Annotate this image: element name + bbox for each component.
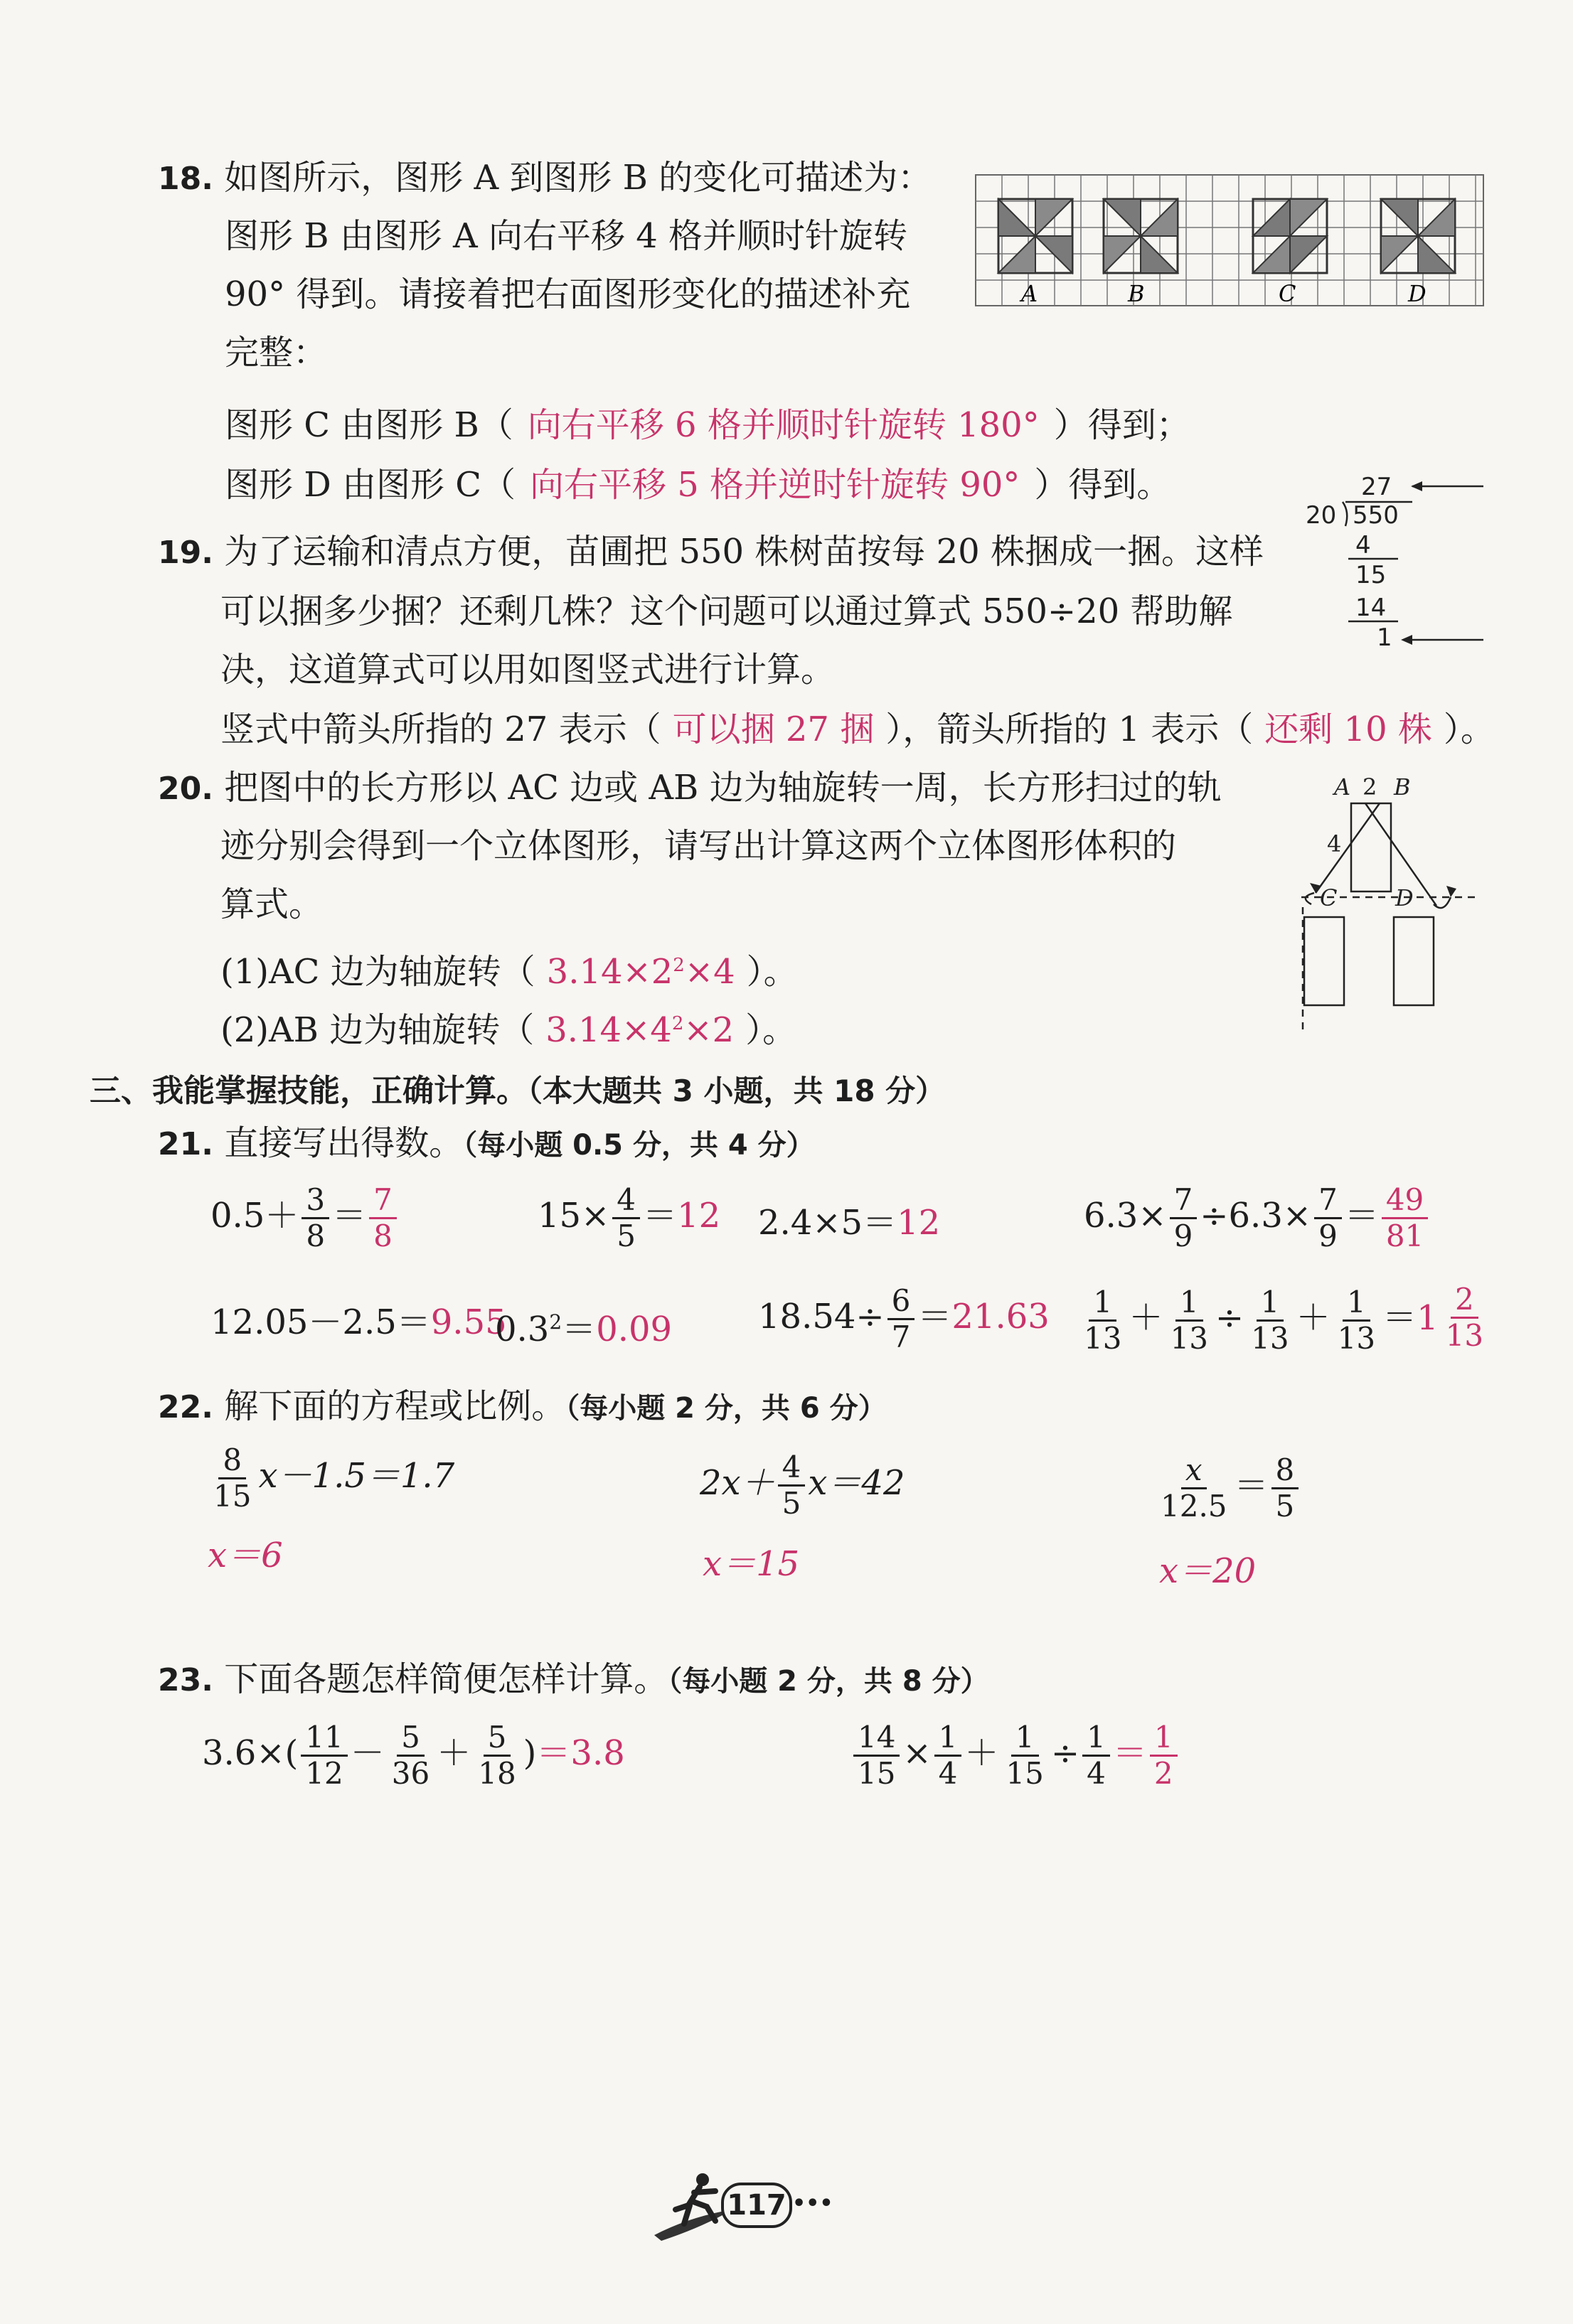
q20-part1-answer xyxy=(547,952,735,992)
q21-e1-eq: ＝ xyxy=(332,1196,367,1236)
q20-part2-answer xyxy=(545,1010,734,1050)
q18-line4: 完整： xyxy=(225,333,328,373)
q23-p2-ad: 2 xyxy=(1153,1756,1173,1791)
fig-rotate-left xyxy=(1306,893,1314,904)
q20-part2 xyxy=(220,1002,796,1051)
q21-e2-fn: 4 xyxy=(612,1183,640,1219)
q20-rotation-figure xyxy=(1273,772,1486,1042)
q21-e4-b: ÷6.3× xyxy=(1200,1196,1312,1236)
q22-p3-rfrac xyxy=(1271,1453,1299,1524)
q22-title: 解下面的方程或比例。 xyxy=(224,1386,566,1426)
q23-p1-frac3 xyxy=(474,1720,520,1791)
q21-e1-fd: 8 xyxy=(306,1219,326,1253)
q22-score: （每小题 2 分，共 6 分） xyxy=(565,1392,887,1425)
div-bracket xyxy=(1343,502,1347,526)
q21-e2-frac xyxy=(612,1183,640,1253)
q23-p1-frac2 xyxy=(388,1720,434,1791)
q21-expr6 xyxy=(495,1301,672,1351)
q20-line3: 算式。 xyxy=(220,884,324,924)
q23-p1-f1d: 12 xyxy=(305,1756,343,1791)
q22-p3-frac xyxy=(1156,1453,1232,1524)
q18-c-answer: 向右平移 6 格并顺时针旋转 180° xyxy=(527,405,1040,445)
fig-cylinder-1 xyxy=(1304,917,1344,1005)
q21-e6-b: ＝ xyxy=(562,1310,597,1349)
q23-p2-frac2 xyxy=(934,1720,962,1791)
q21-e8-d4: 13 xyxy=(1337,1320,1376,1356)
q23-p1-f2n: 5 xyxy=(397,1720,425,1757)
q21-expr2 xyxy=(538,1183,720,1253)
fig-label-a: A xyxy=(1334,773,1351,800)
q18-line2: 图形 B 由图形 A 向右平移 4 格并顺时针旋转 xyxy=(225,216,908,256)
q21-e8-an: 2 xyxy=(1451,1283,1478,1319)
fig-label-b: B xyxy=(1394,773,1411,800)
q21-e4-an: 49 xyxy=(1382,1183,1428,1219)
q18-d-answer: 向右平移 5 格并逆时针旋转 90° xyxy=(530,465,1020,505)
page-footer xyxy=(647,2167,882,2245)
q23-p1-f3d: 18 xyxy=(478,1756,516,1791)
q22-p2-answer: x＝15 xyxy=(703,1544,800,1584)
q21-e8-frac1 xyxy=(1079,1285,1126,1356)
q18-number: 18. xyxy=(158,161,213,197)
q23-p2-f3d: 15 xyxy=(1006,1756,1044,1791)
q19-long-division xyxy=(1306,471,1488,655)
q19-line4-mid: ），箭头所指的 1 表示（ xyxy=(885,709,1254,749)
q23-p2-op1: × xyxy=(902,1733,932,1773)
q18-c-prefix: 图形 C 由图形 B（ xyxy=(225,405,513,445)
q21-e8-eq: ＝ xyxy=(1382,1297,1417,1338)
fig-arrowhead-2 xyxy=(1446,886,1456,897)
q23-p1-a: 3.6×( xyxy=(202,1733,299,1773)
q22-p1-frac xyxy=(209,1443,255,1514)
div-row1: 4 xyxy=(1355,531,1371,559)
q20-part2-answer-a: 3.14×4 xyxy=(545,1010,672,1050)
div-row2: 15 xyxy=(1355,561,1387,589)
label-b: B xyxy=(1128,280,1145,307)
q20-part2-prefix: (2)AB 边为轴旋转（ xyxy=(220,1010,535,1050)
q19-line3: 决，这道算式可以用如图竖式进行计算。 xyxy=(220,650,836,690)
q21-expr7 xyxy=(758,1284,1050,1354)
q22-p2-a: 2x＋ xyxy=(700,1463,775,1503)
q21-e7-a: 18.54÷ xyxy=(758,1297,885,1337)
q22-p2-fn: 4 xyxy=(778,1450,806,1487)
q19-answer1: 可以捆 27 捆 xyxy=(672,709,875,749)
q21-e1-frac xyxy=(302,1183,329,1253)
section3-title: 三、我能掌握技能，正确计算。 xyxy=(90,1073,528,1109)
q18-block xyxy=(158,156,932,200)
q22-p1 xyxy=(206,1443,454,1514)
div-divisor: 20 xyxy=(1306,501,1337,530)
q19-line4-prefix: 竖式中箭头所指的 27 表示（ xyxy=(220,709,661,749)
q22-p2-rest: x＝42 xyxy=(808,1463,905,1503)
div-quotient: 27 xyxy=(1361,473,1392,501)
fig-cylinder-2 xyxy=(1394,917,1434,1005)
q19-line4-suffix: ）。 xyxy=(1443,709,1495,749)
page-number-badge xyxy=(721,2183,792,2228)
q23-p1-op2: ＋ xyxy=(437,1733,471,1773)
q21-e8-d1: 13 xyxy=(1084,1320,1122,1356)
q21-e8-ad: 13 xyxy=(1445,1318,1484,1353)
q21-title: 直接写出得数。 xyxy=(224,1123,464,1163)
q18-grid-figure xyxy=(974,173,1486,309)
q21-e4-f1d: 9 xyxy=(1173,1219,1193,1253)
q22-p1-answer: x＝6 xyxy=(208,1536,283,1575)
q21-e8-op3: ＋ xyxy=(1296,1297,1331,1338)
q22-p3-rn: 8 xyxy=(1271,1453,1299,1489)
q20-part1-prefix: (1)AC 边为轴旋转（ xyxy=(220,952,535,992)
q22-p3-fn: x xyxy=(1181,1453,1207,1489)
q19-block xyxy=(158,530,1264,574)
q21-e8-n2: 1 xyxy=(1175,1285,1203,1322)
q22-p2 xyxy=(700,1450,905,1521)
fig-arrow-ac xyxy=(1316,803,1380,893)
q20-part1-answer-b: ×4 xyxy=(684,952,735,992)
q21-expr1 xyxy=(210,1183,400,1253)
q21-e8-frac3 xyxy=(1247,1285,1293,1356)
q21-score: （每小题 0.5 分，共 4 分） xyxy=(463,1129,815,1162)
q23-p1-f2d: 36 xyxy=(391,1756,430,1791)
label-d: D xyxy=(1408,280,1427,307)
q23-p1-frac1 xyxy=(301,1720,347,1791)
q21-e4-f2n: 7 xyxy=(1314,1183,1342,1219)
section3-header xyxy=(90,1065,945,1110)
q19-line1: 为了运输和清点方便，苗圃把 550 株树苗按每 20 株捆成一捆。这样 xyxy=(224,532,1264,572)
q20-part1-answer-exp: 2 xyxy=(673,955,685,976)
q23-p2-f2n: 1 xyxy=(934,1720,962,1757)
q22-p3-answer: x＝20 xyxy=(1159,1551,1257,1591)
q21-e8-frac2 xyxy=(1166,1285,1212,1356)
q23-p2-op3: ÷ xyxy=(1050,1733,1080,1773)
q21-expr5 xyxy=(210,1301,507,1344)
q21-e5-a: 12.05－2.5＝ xyxy=(210,1302,431,1342)
q21-e3-a: 2.4×5＝ xyxy=(758,1203,897,1243)
q21-e3-answer: 12 xyxy=(897,1203,941,1243)
q21-e4-a: 6.3× xyxy=(1084,1196,1167,1236)
q20-block xyxy=(158,766,1222,810)
q21-e1-an: 7 xyxy=(369,1183,397,1219)
q18-line3: 90° 得到。请接着把右面图形变化的描述补充 xyxy=(225,274,911,314)
shape-b xyxy=(1104,199,1178,273)
q20-line2: 迹分别会得到一个立体图形，请写出计算这两个立体图形体积的 xyxy=(220,826,1177,866)
q21-header xyxy=(158,1122,815,1167)
q23-p1-b: ) xyxy=(523,1733,537,1773)
q23-p1-op1: － xyxy=(350,1733,385,1773)
q23-p2-f4n: 1 xyxy=(1082,1720,1110,1757)
q21-e2-fd: 5 xyxy=(617,1219,636,1253)
q21-e2-a: 15× xyxy=(538,1196,610,1236)
q23-p2-f3n: 1 xyxy=(1011,1720,1039,1757)
q21-e1-a: 0.5＋ xyxy=(210,1196,299,1236)
div-remainder: 1 xyxy=(1377,623,1392,652)
q21-e6-a: 0.3 xyxy=(495,1310,550,1349)
q21-e8-op2: ÷ xyxy=(1215,1297,1244,1338)
q19-line4 xyxy=(220,708,1495,751)
q22-p3 xyxy=(1153,1453,1301,1524)
q19-line2: 可以捆多少捆？还剩几株？这个问题可以通过算式 550÷20 帮助解 xyxy=(220,591,1233,631)
q21-e8-d3: 13 xyxy=(1251,1320,1289,1356)
q20-part1-answer-a: 3.14×2 xyxy=(546,952,673,992)
page-dots: ••• xyxy=(792,2191,833,2216)
section3-score: （本大题共 3 小题，共 18 分） xyxy=(528,1073,946,1108)
q20-part2-answer-b: ×2 xyxy=(683,1010,735,1050)
q21-e4-eq: ＝ xyxy=(1344,1196,1379,1236)
q21-e5-answer: 9.55 xyxy=(430,1302,507,1342)
fig-label-c: C xyxy=(1320,884,1338,911)
q21-e4-frac2 xyxy=(1314,1183,1342,1253)
q23-p2-frac4 xyxy=(1082,1720,1110,1791)
q21-e8-n1: 1 xyxy=(1089,1285,1116,1322)
q18-c-suffix: ）得到； xyxy=(1053,405,1190,445)
q23-number: 23. xyxy=(158,1662,213,1698)
q21-e2-answer: 12 xyxy=(677,1196,721,1236)
q21-e1-ad: 8 xyxy=(373,1219,393,1253)
q21-e8-answer-frac xyxy=(1441,1283,1488,1353)
q21-e8-frac4 xyxy=(1333,1285,1380,1356)
q23-p2-op2: ＋ xyxy=(964,1733,999,1773)
q18-d-suffix: ）得到。 xyxy=(1034,465,1171,505)
q21-e8-op1: ＋ xyxy=(1129,1297,1163,1338)
q21-e1-answer xyxy=(369,1183,397,1253)
q23-score: （每小题 2 分，共 8 分） xyxy=(668,1665,989,1698)
q22-header xyxy=(158,1385,887,1430)
page-number: 117 xyxy=(727,2189,786,2222)
q21-e4-f1n: 7 xyxy=(1170,1183,1198,1219)
fig-label-two: 2 xyxy=(1363,773,1377,800)
q21-e8-whole: 1 xyxy=(1417,1297,1439,1338)
q22-p2-frac xyxy=(778,1450,806,1521)
q21-expr8 xyxy=(1077,1283,1491,1356)
q23-p1-f1n: 11 xyxy=(301,1720,347,1757)
label-a: A xyxy=(1021,280,1038,307)
q21-e8-d2: 13 xyxy=(1170,1320,1208,1356)
q21-e8-answer xyxy=(1417,1283,1491,1353)
q23-p2 xyxy=(851,1720,1180,1791)
q18-line1: 如图所示，图形 A 到图形 B 的变化可描述为： xyxy=(224,158,932,198)
shape-d xyxy=(1381,199,1455,273)
q21-e6-exp: 2 xyxy=(549,1310,562,1334)
q22-p3-fd: 12.5 xyxy=(1161,1489,1227,1524)
q18-c-line xyxy=(225,404,1190,446)
q21-e6-answer: 0.09 xyxy=(596,1310,673,1349)
q23-p2-frac3 xyxy=(1001,1720,1047,1791)
q21-e4-ad: 81 xyxy=(1385,1219,1424,1253)
q21-e7-fd: 7 xyxy=(891,1319,911,1354)
shape-c xyxy=(1253,199,1327,273)
q21-number: 21. xyxy=(158,1126,213,1162)
q23-p1 xyxy=(202,1720,625,1791)
q21-e7-fn: 6 xyxy=(887,1284,915,1320)
q18-d-prefix: 图形 D 由图形 C（ xyxy=(225,465,516,505)
fig-rotate-right xyxy=(1434,897,1451,908)
q21-e7-answer: 21.63 xyxy=(951,1297,1050,1337)
q23-p2-f4d: 4 xyxy=(1087,1756,1106,1791)
q21-e2-eq: ＝ xyxy=(643,1196,678,1236)
q21-e1-fn: 3 xyxy=(302,1183,329,1219)
q23-p2-an: 1 xyxy=(1150,1720,1178,1757)
q20-part2-suffix: ）。 xyxy=(745,1010,797,1050)
q23-p2-frac1 xyxy=(853,1720,900,1791)
q22-p3-eq: ＝ xyxy=(1234,1466,1269,1506)
q20-part1-suffix: ）。 xyxy=(746,952,798,992)
q23-p1-f3n: 5 xyxy=(484,1720,511,1757)
shape-a xyxy=(998,199,1072,273)
q21-e7-frac xyxy=(887,1284,915,1354)
q20-line1: 把图中的长方形以 AC 边或 AB 边为轴旋转一周，长方形扫过的轨 xyxy=(224,768,1222,808)
q23-p2-answer xyxy=(1150,1720,1178,1791)
q20-number: 20. xyxy=(158,771,213,807)
q21-expr4 xyxy=(1084,1183,1431,1253)
div-row3: 14 xyxy=(1355,594,1387,622)
q22-p1-rest: x－1.5＝1.7 xyxy=(258,1456,455,1496)
q22-p2-fd: 5 xyxy=(782,1486,801,1521)
q20-part2-answer-exp: 2 xyxy=(671,1013,684,1034)
q23-p2-f1n: 14 xyxy=(853,1720,900,1757)
q22-number: 22. xyxy=(158,1389,213,1425)
q23-p1-answer: ＝3.8 xyxy=(536,1733,625,1773)
q23-p2-eq: ＝ xyxy=(1112,1733,1147,1773)
q19-answer2: 还剩 10 株 xyxy=(1264,709,1432,749)
q18-d-line xyxy=(225,464,1171,506)
div-dividend: 550 xyxy=(1353,501,1399,530)
q23-header xyxy=(158,1658,989,1703)
q21-expr3 xyxy=(758,1201,940,1244)
q21-e4-frac1 xyxy=(1170,1183,1198,1253)
label-c: C xyxy=(1279,280,1296,307)
q22-p1-fn: 8 xyxy=(218,1443,246,1479)
arrow-quotient-head xyxy=(1411,481,1422,491)
q21-e7-eq: ＝ xyxy=(917,1297,952,1337)
q20-part1 xyxy=(220,944,798,993)
q23-p2-f2d: 4 xyxy=(938,1756,958,1791)
q22-p1-fd: 15 xyxy=(213,1479,252,1514)
q21-e8-n3: 1 xyxy=(1257,1285,1284,1322)
arrow-remainder-head xyxy=(1401,635,1412,645)
q23-title: 下面各题怎样简便怎样计算。 xyxy=(224,1659,668,1699)
q21-e8-n4: 1 xyxy=(1343,1285,1370,1322)
q21-e4-f2d: 9 xyxy=(1318,1219,1338,1253)
q19-number: 19. xyxy=(158,535,213,571)
q23-p2-f1d: 15 xyxy=(858,1756,896,1791)
q21-e4-answer xyxy=(1382,1183,1428,1253)
q22-p3-rd: 5 xyxy=(1275,1489,1295,1524)
fig-label-four: 4 xyxy=(1327,830,1342,857)
fig-label-d: D xyxy=(1395,884,1414,911)
